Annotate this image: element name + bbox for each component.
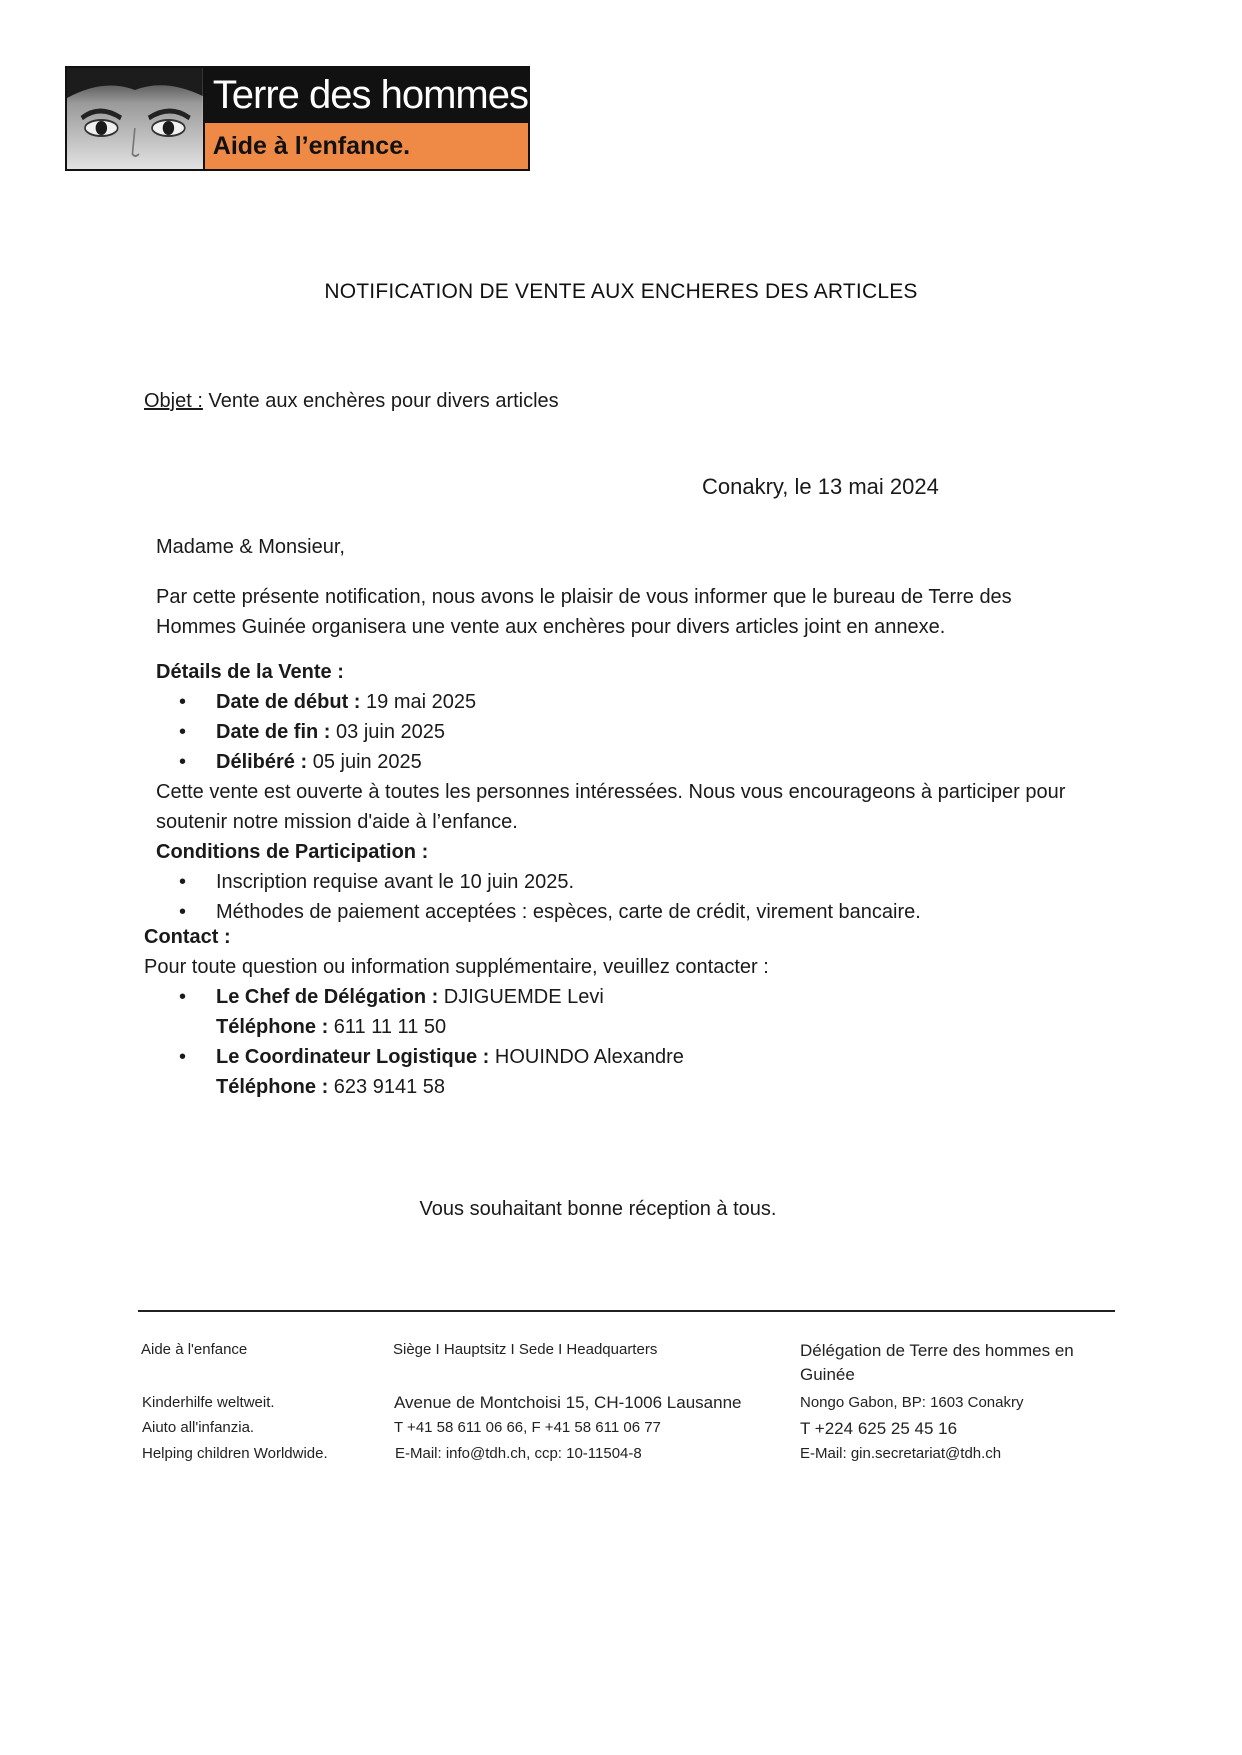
objet-label: Objet :: [144, 390, 203, 412]
salutation: Madame & Monsieur,: [156, 536, 345, 558]
detail-value: 19 mai 2025: [360, 691, 477, 713]
intro-paragraph: Par cette présente notification, nous avons le plaisir de vous informer que le bureau de Terre des Hommes Guinée organisera une vente aux enchères pour divers articles joint en annexe.: [156, 586, 1012, 638]
footer-divider: [138, 1310, 1115, 1312]
details-heading: Détails de la Vente :: [156, 661, 344, 683]
contact-item: [152, 982, 1094, 1042]
footer-col2-phone: T +41 58 611 06 66, F +41 58 611 06 77: [394, 1419, 661, 1436]
objet-line: [144, 390, 559, 413]
logo-brand-text: Terre des hommes: [205, 68, 528, 123]
footer-col2-address: Avenue de Montchoisi 15, CH-1006 Lausanne: [394, 1393, 742, 1412]
detail-label: Date de fin :: [216, 721, 331, 743]
details-note: Cette vente est ouverte à toutes les personnes intéressées. Nous vous encourageons à participer pour soutenir notre mission d'aide à l’enfance.: [156, 781, 1066, 833]
footer-col1-line: Helping children Worldwide.: [142, 1445, 328, 1462]
list-item: • Méthodes de paiement acceptées : espèces, carte de crédit, virement bancaire.: [152, 897, 1096, 927]
contact-item: [152, 1042, 1094, 1102]
contact-section: [144, 922, 1094, 1102]
detail-label: Délibéré :: [216, 751, 308, 773]
date-line: Conakry, le 13 mai 2024: [702, 474, 939, 499]
phone-number: 623 9141 58: [328, 1076, 446, 1098]
list-item: [152, 747, 1096, 777]
tdh-logo: [65, 66, 530, 171]
list-item: • Inscription requise avant le 10 juin 2025.: [152, 867, 1096, 897]
footer-col1-title: Aide à l'enfance: [141, 1341, 248, 1358]
conditions-heading: Conditions de Participation :: [156, 841, 429, 863]
footer-col2-email: E-Mail: info@tdh.ch, ccp: 10-11504-8: [395, 1445, 642, 1462]
phone-label: Téléphone :: [216, 1076, 329, 1098]
objet-text: Vente aux enchères pour divers articles: [202, 390, 559, 412]
footer-col3-title: Délégation de Terre des hommes en: [800, 1341, 1074, 1360]
list-item: [152, 717, 1096, 747]
contact-name: HOUINDO Alexandre: [489, 1046, 684, 1068]
contact-role: Le Coordinateur Logistique :: [216, 1046, 490, 1068]
details-section: [156, 657, 1096, 927]
contact-heading: Contact :: [144, 926, 231, 948]
footer-col1-line: Aiuto all'infanzia.: [142, 1419, 255, 1436]
logo-child-eyes-image: [67, 68, 205, 169]
logo-tagline: Aide à l’enfance.: [205, 123, 528, 169]
footer-col3-address: Nongo Gabon, BP: 1603 Conakry: [800, 1394, 1024, 1411]
footer-col3-phone: T +224 625 25 45 16: [800, 1419, 958, 1438]
footer-col3-email: E-Mail: gin.secretariat@tdh.ch: [800, 1445, 1002, 1462]
phone-number: 611 11 11 50: [328, 1016, 447, 1038]
detail-value: 03 juin 2025: [330, 721, 445, 743]
contact-role: Le Chef de Délégation :: [216, 986, 439, 1008]
detail-label: Date de début :: [216, 691, 361, 713]
page-title: NOTIFICATION DE VENTE AUX ENCHERES DES ARTICLES: [324, 280, 918, 303]
contact-name: DJIGUEMDE Levi: [438, 986, 604, 1008]
closing-line: Vous souhaitant bonne réception à tous.: [419, 1198, 777, 1220]
phone-label: Téléphone :: [216, 1016, 329, 1038]
footer-col1-line: Kinderhilfe weltweit.: [142, 1394, 275, 1411]
footer-col3-title-cont: Guinée: [800, 1365, 855, 1384]
list-item: [152, 687, 1096, 717]
contact-intro: Pour toute question ou information supplémentaire, veuillez contacter :: [144, 956, 769, 978]
footer-col2-title: Siège I Hauptsitz I Sede I Headquarters: [393, 1341, 658, 1358]
detail-value: 05 juin 2025: [307, 751, 422, 773]
